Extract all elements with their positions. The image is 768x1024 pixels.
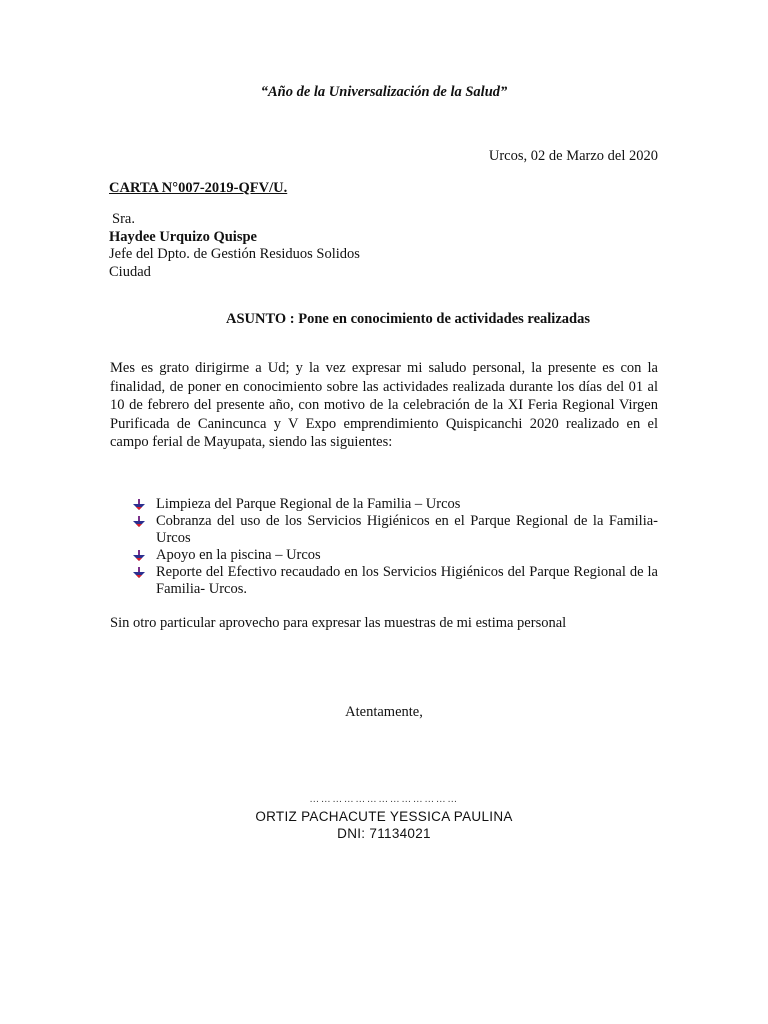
addressee-position: Jefe del Dpto. de Gestión Residuos Solidos [109, 246, 360, 262]
addressee-city: Ciudad [109, 263, 151, 280]
activity-text: Reporte del Efectivo recaudado en los Servicios Higiénicos del Parque Regional de la Familia- Urcos. [156, 564, 658, 597]
list-item [132, 496, 658, 513]
addressee-block [109, 211, 360, 281]
activity-list [132, 496, 658, 598]
motto-heading: “Año de la Universalización de la Salud” [260, 84, 508, 100]
arrow-down-bullet-icon [132, 516, 146, 528]
signer-name: ORTIZ PACHACUTE YESSICA PAULINA [255, 809, 513, 824]
arrow-down-bullet-icon [132, 567, 146, 579]
activity-text: Limpieza del Parque Regional de la Familia – Urcos [156, 496, 461, 512]
body-paragraph: Mes es grato dirigirme a Ud; y la vez expresar mi saludo personal, la presente es con la finalidad, de poner en conocimiento sobre las actividades realizada durante los días del 01 al 10 de febrero del presente año, con motivo de la celebración de la XI Feria Regional Virgen Purificada de Canincunca y V Expo emprendimiento Quispicanchi 2020 realizado en el campo ferial de Mayupata, siendo las siguientes: [110, 360, 658, 450]
subject-line: ASUNTO : Pone en conocimiento de actividades realizadas [226, 311, 590, 327]
signer-block [0, 808, 768, 842]
list-item [132, 547, 658, 564]
letter-reference: CARTA N°007-2019-QFV/U. [109, 180, 288, 196]
addressee-name: Haydee Urquizo Quispe [109, 228, 257, 245]
arrow-down-bullet-icon [132, 550, 146, 562]
closing-line: Sin otro particular aprovecho para expresar las muestras de mi estima personal [110, 615, 567, 631]
date-line: Urcos, 02 de Marzo del 2020 [488, 148, 658, 164]
list-item [132, 564, 658, 598]
signer-id: DNI: 71134021 [337, 826, 431, 841]
addressee-salutation: Sra. [112, 211, 135, 227]
signature-line: ………………………………… [309, 794, 459, 805]
activity-text: Cobranza del uso de los Servicios Higiénicos en el Parque Regional de la Familia- Urcos [156, 513, 658, 546]
activity-text: Apoyo en la piscina – Urcos [156, 547, 321, 563]
farewell: Atentamente, [345, 704, 423, 720]
arrow-down-bullet-icon [132, 499, 146, 511]
list-item [132, 513, 658, 547]
